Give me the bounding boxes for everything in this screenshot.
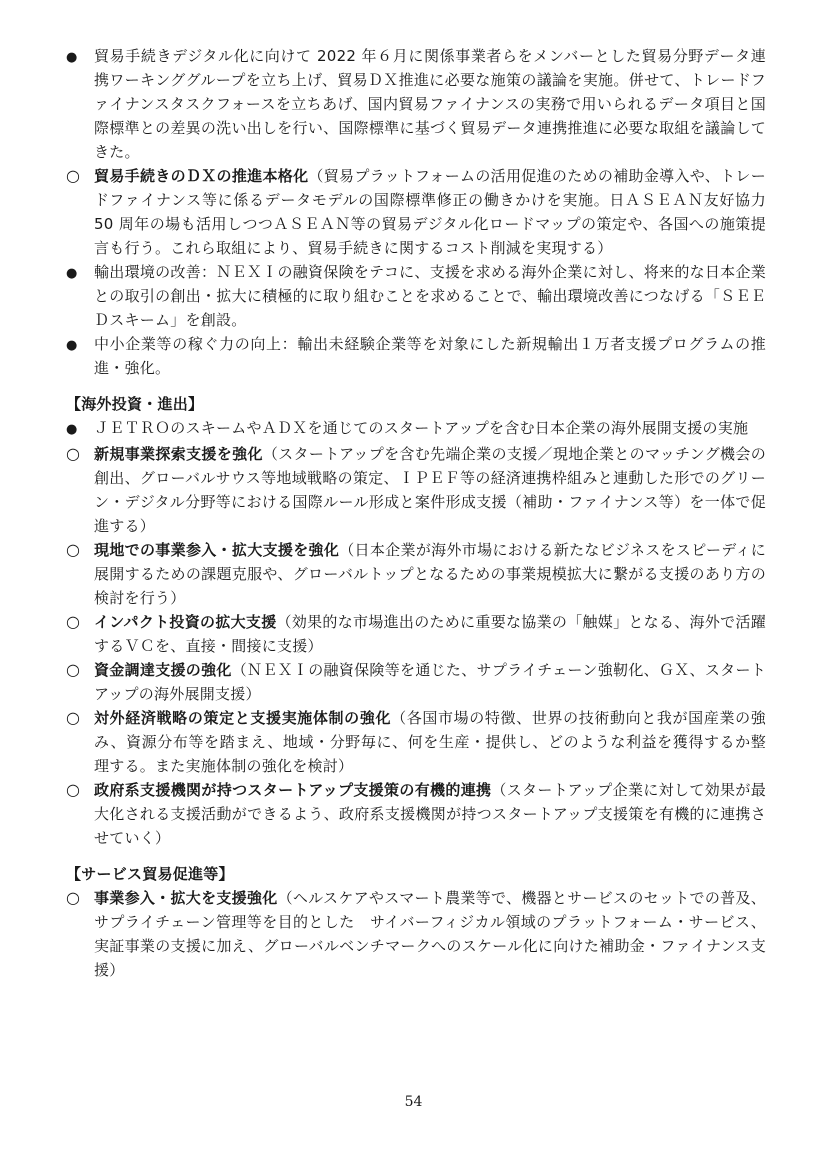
filled-bullet-icon (66, 44, 94, 70)
bullet-list-service-trade (66, 886, 766, 982)
open-circle-bullet-icon (66, 610, 94, 634)
list-item-emphasis: 新規事業探索支援を強化 (94, 445, 263, 463)
bullet-list-overseas-investment (66, 416, 766, 850)
list-item-text (94, 886, 766, 982)
list-item-emphasis: 政府系支援機関が持つスタートアップ支援策の有機的連携 (94, 781, 492, 799)
document-body (66, 44, 766, 982)
open-circle-bullet-icon (66, 886, 94, 910)
list-item (66, 416, 766, 442)
list-item (66, 260, 766, 332)
list-item-text (94, 778, 766, 850)
list-item (66, 44, 766, 164)
open-circle-bullet-icon (66, 658, 94, 682)
list-item-body: （ヘルスケアやスマート農業等で、機器とサービスのセットでの普及、サプライチェーン管理等を目的とした サイバーフィジカル領域のプラットフォーム・サービス、実証事業の支援に加え、グローバルベンチマークへのスケール化に向けた補助金・ファイナンス支援） (94, 889, 766, 979)
list-item-emphasis: 資金調達支援の強化 (94, 661, 232, 679)
list-item (66, 658, 766, 706)
open-circle-bullet-icon (66, 538, 94, 562)
list-item-text (94, 538, 766, 610)
list-item-text (94, 658, 766, 706)
list-item-body: （ＮＥＸＩの融資保険等を通じた、サプライチェーン強靭化、ＧＸ、スタートアップの海外展開支援） (94, 661, 766, 703)
list-item-body: ＪＥＴＲＯのスキームやＡＤＸを通じてのスタートアップを含む日本企業の海外展開支援の実施 (94, 419, 749, 437)
page-number: 54 (404, 1094, 423, 1110)
list-item-body: （各国市場の特徴、世界の技術動向と我が国産業の強み、資源分布等を踏まえ、地域・分野毎に、何を生産・提供し、どのような利益を獲得するか整理する。また実施体制の強化を検討） (94, 709, 766, 775)
list-item (66, 886, 766, 982)
open-circle-bullet-icon (66, 164, 94, 188)
list-item (66, 706, 766, 778)
list-item (66, 610, 766, 658)
list-item-body: 貿易手続きデジタル化に向けて 2022 年６月に関係事業者らをメンバーとした貿易分野データ連携ワーキンググループを立ち上げ、貿易ＤＸ推進に必要な施策の議論を実施。併せて、トレードファイナンスタスクフォースを立ちあげ、国内貿易ファイナンスの実務で用いられるデータ項目と国際標準との差異の洗い出しを行い、国際標準に基づく貿易データ連携推進に必要な取組を議論してきた。 (94, 47, 766, 161)
list-item-body: （スタートアップ企業に対して効果が最大化される支援活動ができるよう、政府系支援機関が持つスタートアップ支援策を有機的に連携させていく） (94, 781, 766, 847)
list-item-emphasis: 事業参入・拡大を支援強化 (94, 889, 278, 907)
list-item (66, 332, 766, 380)
filled-bullet-icon (66, 332, 94, 358)
list-item-text (94, 610, 766, 658)
list-item-body: （日本企業が海外市場における新たなビジネスをスピーディに展開するための課題克服や、グローバルトップとなるための事業規模拡大に繋がる支援のあり方の検討を行う） (94, 541, 766, 607)
list-item-body: （効果的な市場進出のために重要な協業の「触媒」となる、海外で活躍するＶＣを、直接・間接に支援） (94, 613, 766, 655)
list-item-emphasis: 対外経済戦略の策定と支援実施体制の強化 (94, 709, 392, 727)
list-item-body: （貿易プラットフォームの活用促進のための補助金導入や、トレードファイナンス等に係るデータモデルの国際標準修正の働きかけを実施。日ＡＳＥＡＮ友好協力 50 周年の場も活用しつつＡＳＥＡＮ等の貿易デジタル化ロードマップの策定や、各国への施策提言も行う。これら取組により、貿易手続きに関するコスト削減を実現する） (94, 167, 766, 257)
filled-bullet-icon (66, 416, 94, 442)
list-item-emphasis: 現地での事業参入・拡大支援を強化 (94, 541, 340, 559)
list-item-text (94, 164, 766, 260)
list-item (66, 538, 766, 610)
section-heading-overseas-investment: 【海外投資・進出】 (66, 395, 204, 413)
list-item-text (94, 706, 766, 778)
open-circle-bullet-icon (66, 442, 94, 466)
list-item-body: （スタートアップを含む先端企業の支援／現地企業とのマッチング機会の創出、グローバルサウス等地域戦略の策定、ＩＰＥＦ等の経済連携枠組みと連動した形でのグリーン・デジタル分野等における国際ルール形成と案件形成支援（補助・ファイナンス等）を一体で促進する） (94, 445, 766, 535)
list-item (66, 778, 766, 850)
open-circle-bullet-icon (66, 778, 94, 802)
list-item-text (94, 44, 766, 164)
list-item-body: 輸出環境の改善：ＮＥＸＩの融資保険をテコに、支援を求める海外企業に対し、将来的な日本企業との取引の創出・拡大に積極的に取り組むことを求めることで、輸出環境改善につなげる「ＳＥＥＤスキーム」を創設。 (94, 263, 766, 329)
list-item (66, 442, 766, 538)
list-item-emphasis: 貿易手続きのＤＸの推進本格化 (94, 167, 309, 185)
filled-bullet-icon (66, 260, 94, 286)
list-item-text (94, 416, 766, 440)
list-item-emphasis: インパクト投資の拡大支援 (94, 613, 277, 631)
bullet-list-trade (66, 44, 766, 380)
list-item-body: 中小企業等の稼ぐ力の向上：輸出未経験企業等を対象にした新規輸出１万者支援プログラムの推進・強化。 (94, 335, 766, 377)
list-item-text (94, 442, 766, 538)
list-item (66, 164, 766, 260)
open-circle-bullet-icon (66, 706, 94, 730)
section-heading-service-trade: 【サービス貿易促進等】 (66, 865, 234, 883)
list-item-text (94, 332, 766, 380)
list-item-text (94, 260, 766, 332)
